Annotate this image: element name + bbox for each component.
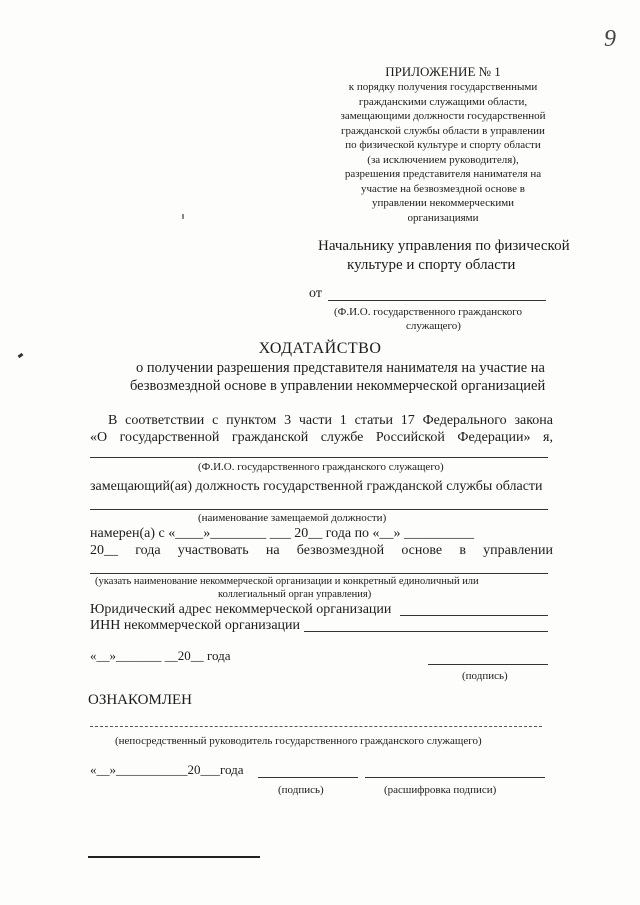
paragraph-1-line-1: В соответствии с пунктом 3 части 1 статьи 17 Федерального закона xyxy=(108,413,553,428)
intent-line-1: намерен(а) с «____»________ ___ 20__ года по «__» __________ xyxy=(90,526,475,541)
annex-line: замещающими должности государственной xyxy=(340,110,546,122)
annex-line: разрешения представителя нанимателя на xyxy=(344,168,542,180)
organization-caption-1: (указать наименование некоммерческой организации и конкретный единоличный или xyxy=(95,576,479,587)
annex-line: участие на безвозмездной основе в xyxy=(360,182,525,195)
intent-line-2: 20__ года участвовать на безвозмездной основе в управлении xyxy=(90,543,553,558)
annex-line: организациями xyxy=(407,211,479,224)
subtitle-line-1: о получении разрешения представителя нанимателя на участие на xyxy=(136,360,545,376)
manager-name-field[interactable] xyxy=(365,777,545,778)
subtitle-line-2: безвозмездной основе в управлении некоммерческой организацией xyxy=(130,378,546,394)
annex-line: по физической культуре и спорту области xyxy=(345,139,541,151)
annex-line: гражданскими служащими области, xyxy=(358,95,528,108)
fio-caption: (Ф.И.О. государственного гражданского служащего) xyxy=(198,461,444,473)
footnote-rule xyxy=(88,856,260,858)
from-caption-2: служащего) xyxy=(406,320,461,332)
acknowledgement-title: ОЗНАКОМЛЕН xyxy=(88,692,192,708)
annex-line: к порядку получения государственными xyxy=(348,81,538,93)
annex-line: управлении некоммерческими xyxy=(371,197,515,209)
applicant-signature-field[interactable] xyxy=(428,664,548,665)
legal-address-label: Юридический адрес некоммерческой организации xyxy=(90,602,392,617)
from-caption-1: (Ф.И.О. государственного гражданского xyxy=(334,306,523,318)
intent-block xyxy=(90,525,553,559)
annex-line: гражданской службы области в управлении xyxy=(341,124,545,137)
manager-decoding-caption: (расшифровка подписи) xyxy=(384,784,497,796)
annex-title: ПРИЛОЖЕНИЕ № 1 xyxy=(385,64,501,79)
scan-mark xyxy=(182,214,184,219)
inn-field[interactable] xyxy=(304,631,548,632)
legal-address-field[interactable] xyxy=(400,615,548,616)
organization-caption-2: коллегиальный орган управления) xyxy=(218,589,372,600)
manager-signature-caption: (подпись) xyxy=(278,784,324,796)
position-line: замещающий(ая) должность государственной гражданской службы области xyxy=(90,479,543,494)
paragraph-1 xyxy=(90,412,553,446)
acknowledgement-date: «__»___________20___года xyxy=(90,762,244,777)
annex-block xyxy=(318,64,568,225)
manager-field[interactable] xyxy=(90,726,542,727)
from-label: от xyxy=(309,286,322,301)
fio-field[interactable] xyxy=(90,457,548,458)
position-field[interactable] xyxy=(90,509,548,510)
page-number-mark: 9 xyxy=(604,26,616,52)
applicant-date: «__»_______ __20__ года xyxy=(90,648,231,663)
document-title: ХОДАТАЙСТВО xyxy=(258,340,382,357)
addressee-line-1: Начальнику управления по физической xyxy=(318,238,570,254)
annex-line: (за исключением руководителя), xyxy=(367,153,519,166)
applicant-signature-caption: (подпись) xyxy=(462,670,508,682)
organization-field[interactable] xyxy=(90,573,548,574)
paragraph-1-line-2: «О государственной гражданской службе Российской Федерации» я, xyxy=(90,430,553,445)
position-caption: (наименование замещаемой должности) xyxy=(198,512,387,524)
manager-caption: (непосредственный руководитель государственного гражданского служащего) xyxy=(115,735,482,747)
addressee-line-2: культуре и спорту области xyxy=(347,257,516,273)
inn-label: ИНН некоммерческой организации xyxy=(90,618,301,633)
manager-signature-field[interactable] xyxy=(258,777,358,778)
from-name-field[interactable] xyxy=(328,300,546,301)
